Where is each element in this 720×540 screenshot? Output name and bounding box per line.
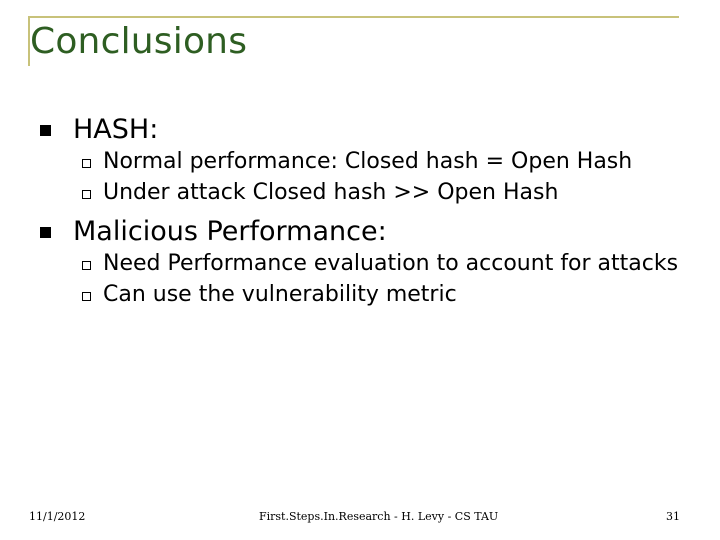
filled-square-bullet-icon — [40, 125, 51, 136]
footer-date: 11/1/2012 — [29, 510, 86, 523]
bullet-item-label: HASH: — [73, 114, 159, 145]
hollow-square-bullet-icon — [82, 190, 91, 199]
sub-bullet-text: Under attack Closed hash >> Open Hash — [103, 180, 559, 205]
sub-bullet-text: Normal performance: Closed hash = Open Hash — [103, 149, 633, 174]
bullet-item-label: Malicious Performance: — [73, 216, 387, 247]
hollow-square-bullet-icon — [82, 261, 91, 270]
title-frame-top-line — [28, 16, 679, 18]
hollow-square-bullet-icon — [82, 292, 91, 301]
hollow-square-bullet-icon — [82, 159, 91, 168]
slide-title: Conclusions — [30, 21, 248, 62]
page-number: 31 — [666, 510, 680, 523]
filled-square-bullet-icon — [40, 227, 51, 238]
sub-bullet-text: Can use the vulnerability metric — [103, 282, 457, 307]
footer-course-title: First.Steps.In.Research - H. Levy - CS TAU — [259, 510, 499, 523]
sub-bullet-text: Need Performance evaluation to account for attacks — [103, 251, 679, 276]
